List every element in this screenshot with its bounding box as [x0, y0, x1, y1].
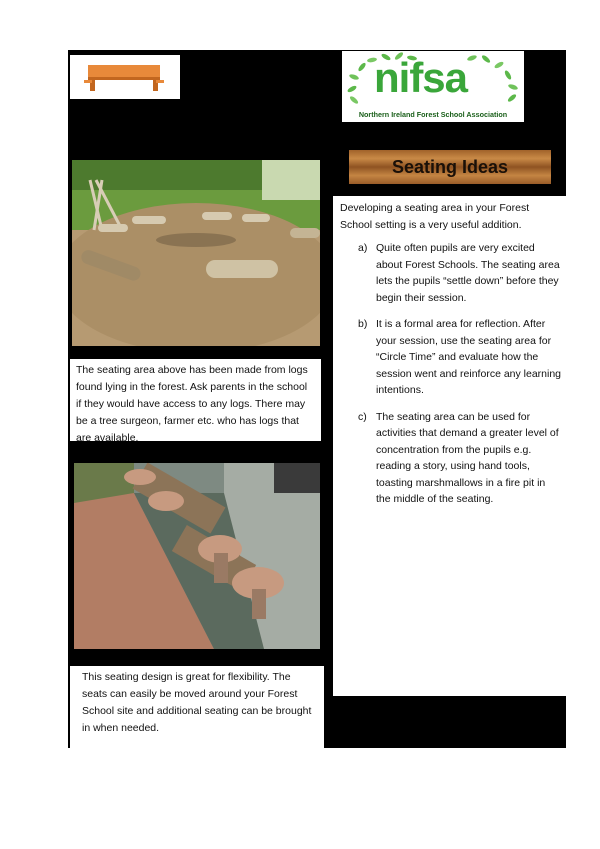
log-circle-photo — [72, 160, 320, 346]
list-item — [340, 240, 562, 306]
list-marker: a) — [358, 242, 368, 254]
list-marker: b) — [358, 318, 368, 330]
list-text: Quite often pupils are very excited about Forest Schools. The seating area lets the pupils “settle down” before they begin their session. — [376, 242, 560, 304]
nifsa-logo — [342, 51, 524, 122]
caption-stump-seating: This seating design is great for flexibility. The seats can easily be moved around your Forest School site and additional seating can be brought in when needed. — [70, 666, 324, 748]
list-item — [340, 316, 562, 399]
banner-title: Seating Ideas — [391, 156, 509, 177]
bench-icon — [70, 55, 180, 99]
bench-icon-box — [70, 55, 180, 99]
list-text: The seating area can be used for activities that demand a greater level of concentration from the pupils e.g. reading a story, using hand tools, toasting marshmallows in a fire pit in the middle of the seating. — [376, 410, 559, 505]
seating-ideas-banner — [349, 150, 551, 184]
seating-benefits-list — [340, 240, 562, 518]
list-text: It is a formal area for reflection. After your session, use the seating area for “Circle Time” and evaluate how the session went and reinforce any learning intentions. — [376, 318, 562, 396]
list-item — [340, 409, 562, 508]
logo-subtitle: Northern Ireland Forest School Association — [358, 110, 508, 119]
caption-log-seating: The seating area above has been made from logs found lying in the forest. Ask parents in the school if they would have access to any logs. There may be a tree surgeon, farmer etc. who has logs that are available. — [70, 359, 321, 441]
list-marker: c) — [358, 410, 367, 423]
stump-seats-photo — [74, 463, 320, 649]
logo-wordmark: nifsa — [374, 54, 468, 101]
intro-paragraph: Developing a seating area in your Forest School setting is a very useful addition. — [340, 202, 530, 231]
